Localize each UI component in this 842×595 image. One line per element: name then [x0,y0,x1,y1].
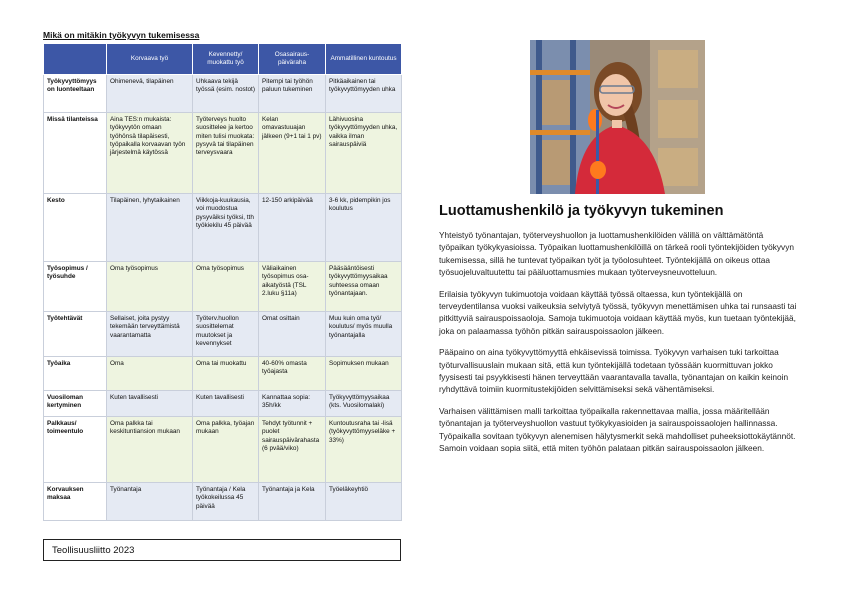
table-header-row [44,44,402,75]
table-cell: Uhkaava tekijä työssä (esim. nostot) [193,75,259,113]
header-cell: Kevennetty/ muokattu työ [193,44,259,75]
article-body [439,229,799,464]
table-row [44,417,402,483]
row-label: Työtehtävät [44,312,107,357]
table-cell: Pääsääntöisesti työkyvyttömyysaikaa suhteessa omaan työnantajaan. [326,262,402,312]
table-cell: Viikkoja-kuukausia, voi muodostua pysyväiksi työksi, tth työkiekilu 45 päivää [193,194,259,262]
table-cell: Tilapäinen, lyhytaikainen [107,194,193,262]
table-cell: Työnantaja ja Kela [259,483,326,521]
table-row [44,357,402,391]
table-cell: Oma palkka, työajan mukaan [193,417,259,483]
header-cell: Osasairaus-päiväraha [259,44,326,75]
worker-photo-illustration [530,40,705,194]
table-cell: Oma tai muokattu [193,357,259,391]
table-title: Mikä on mitäkin työkyvyn tukemisessa [43,30,200,40]
article-heading: Luottamushenkilö ja työkyvyn tukeminen [439,203,724,219]
table-cell: 40-60% omasta työajasta [259,357,326,391]
table-cell: 3-6 kk, pidempikin jos koulutus [326,194,402,262]
worker-photo [530,40,705,194]
table-row [44,75,402,113]
table-cell: Työterv.huollon suosittelemat muutokset ja kevennykset [193,312,259,357]
table-row [44,194,402,262]
table-cell: Kuten tavallisesti [193,391,259,417]
table-cell: Oma palkka tai keskituntiansion mukaan [107,417,193,483]
table-cell: Sopimuksen mukaan [326,357,402,391]
article-paragraph: Erilaisia työkyvyn tukimuotoja voidaan käyttää työssä oltaessa, kun työntekijällä on terveydentilansa vuoksi vaikeuksia selviytyä työssä, työkyvyn menettämisen uhka tai runsaasti tai pitkittyviä sairauspoissaoloja. Samoja tukimuotoja voidaan käyttää myös, kun tuetaan työntekijää, joka on palaamassa työhön pitkän sairauspoissaolon jälkeen. [439,288,797,336]
row-label: Työaika [44,357,107,391]
table-cell: Oma [107,357,193,391]
header-cell: Ammatillinen kuntoutus [326,44,402,75]
table-cell: Omat osittain [259,312,326,357]
table-cell: Tehdyt työtunnit + puolet sairauspäivärahasta (6 pvää/viko) [259,417,326,483]
table-cell: Työnantaja [107,483,193,521]
header-cell [44,44,107,75]
table-cell: Pitempi tai työhön paluun tukeminen [259,75,326,113]
table-cell: Kuntoutusraha tai -lisä (työkyvyttömyyseläke + 33%) [326,417,402,483]
row-label: Työkyvyttömyys on luonteeltaan [44,75,107,113]
table-cell: 12-150 arkipäivää [259,194,326,262]
work-ability-table [43,43,402,521]
article-paragraph: Pääpaino on aina työkyvyttömyyttä ehkäisevissä toimissa. Työkyvyn varhaisen tuki tarkoittaa työturvallisuuslain mukaan sitä, että kun työntekijällä todetaan työssään kuormittuvan jokko fyysisesti tai psyykkisesti hänen terveyttään vaarantavalla tavalla, työnantajan on kaikin keinoin ryhdyttävä toimiin kuormitustekijöiden selvittämiseksi sekä vähentämiseksi. [439,347,789,395]
article-paragraph: Yhteistyö työnantajan, työterveyshuollon ja luottamushenkilöiden välillä on välttämätöntä työpaikan työkykyasioissa. Työpaikan luottamushenkilöillä on tärkeä rooli työntekijöiden työkyvyn tukemisessa, sillä he tuntevat työpaikan työt ja työolosuhteet. Työntekijällä on oikeus ottaa työsuojeluvaltuutettu tai pääluottamusmies mukaan työterveysneuvotteluun. [439,230,794,278]
table-cell: Työnantaja / Kela työkokeilussa 45 päivää [193,483,259,521]
table-cell: Aina TES:n mukaista: työkyvytön omaan työhönsä tilapäisesti, työpaikalla korvaavan työn järjestelmä käytössä [107,113,193,194]
table-cell: Oma työsopimus [107,262,193,312]
table-cell: Kelan omavastuuajan jälkeen (9+1 tai 1 pv) [259,113,326,194]
table-cell: Pitkäaikainen tai työkyvyttömyyden uhka [326,75,402,113]
table-row [44,483,402,521]
table-cell: Väliaikainen työsopimus osa-aikatyöstä (TSL 2.luku §11a) [259,262,326,312]
footer-source: Teollisuusliitto 2023 [43,539,401,561]
table-cell: Työkyvyttömyysaikaa (kts. Vuosilomalaki) [326,391,402,417]
table-cell: Työeläkeyhtiö [326,483,402,521]
article-paragraph: Varhaisen välittämisen malli tarkoittaa työpaikalla rakennettavaa mallia, jossa määritellään työnantajan ja työterveyshuollon vastuut työkykyasioiden ja sairauspoissaolojen hallinnassa. Työpaikalla sovitaan työkyvyn alenemisen hälytysmerkit sekä mahdolliset puheeksiottokäytännöt. Samoin voidaan sopia siitä, että miten työhön palataan pitkän sairauspoissaolon jälkeen. [439,405,796,454]
table-row [44,262,402,312]
table-cell: Oma työsopimus [193,262,259,312]
header-cell: Korvaava työ [107,44,193,75]
row-label: Kesto [44,194,107,262]
row-label: Korvauksen maksaa [44,483,107,521]
table-cell: Kannattaa sopia: 35h/kk [259,391,326,417]
row-label: Palkkaus/ toimeentulo [44,417,107,483]
row-label: Työsopimus / työsuhde [44,262,107,312]
table-cell: Lähivuosina työkyvyttömyyden uhka, vaikka ilman sairauspäiviä [326,113,402,194]
table-cell: Muu kuin oma työ/ koulutus/ myös muulla työnantajalla [326,312,402,357]
table-cell: Sellaiset, joita pystyy tekemään terveyttämistä vaarantamatta [107,312,193,357]
row-label: Vuosiloman kertyminen [44,391,107,417]
row-label: Missä tilanteissa [44,113,107,194]
table-cell: Kuten tavallisesti [107,391,193,417]
table-cell: Ohimenevä, tilapäinen [107,75,193,113]
table-row [44,391,402,417]
table-cell: Työterveys huolto suosittelee ja kertoo miten tulisi muokata: pysyvä tai tilapäinen terveysvaara [193,113,259,194]
table-row [44,312,402,357]
table-row [44,113,402,194]
